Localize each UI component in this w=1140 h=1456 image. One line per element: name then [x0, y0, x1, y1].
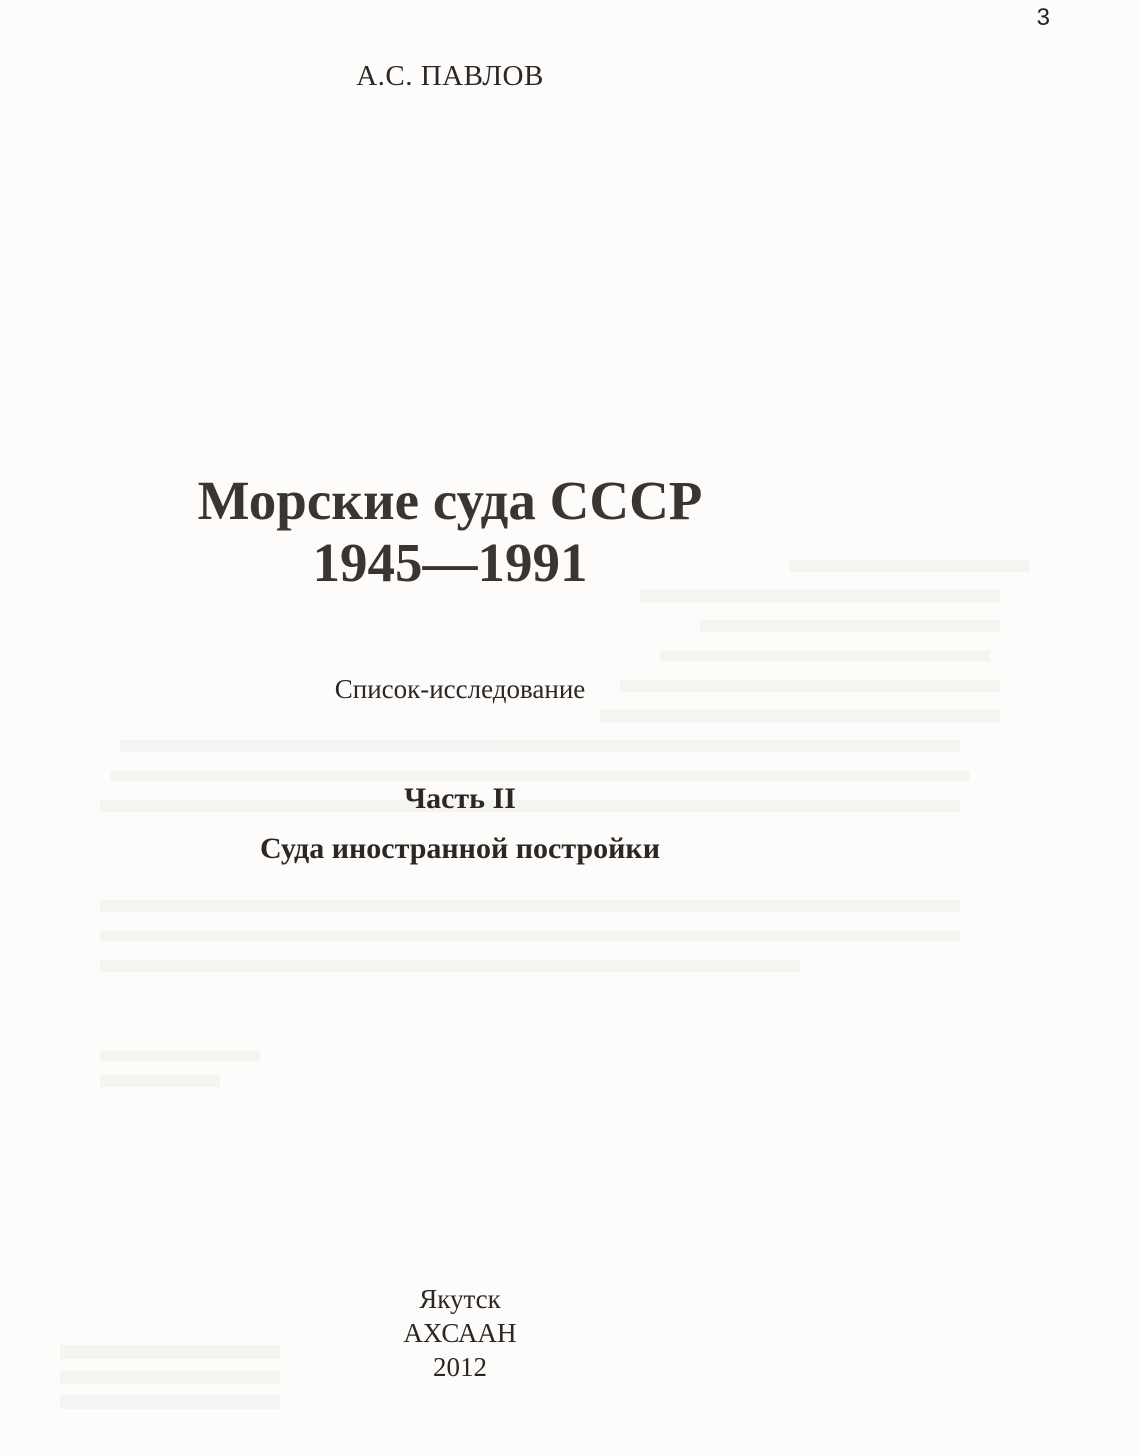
imprint-city: Якутск	[419, 1284, 501, 1314]
imprint-year: 2012	[433, 1352, 487, 1382]
imprint	[0, 1282, 920, 1384]
book-title-years: 1945—1991	[312, 532, 588, 593]
part-title: Суда иностранной постройки	[260, 832, 660, 865]
imprint-publisher: АХСААН	[403, 1318, 517, 1348]
page-number: 3	[1036, 4, 1050, 31]
book-title-line-1: Морские суда СССР	[197, 470, 703, 531]
book-title	[0, 470, 900, 594]
author-name: А.С. ПАВЛОВ	[356, 60, 544, 92]
book-subtitle: Список-исследование	[334, 674, 586, 704]
part-number: Часть II	[404, 782, 516, 815]
